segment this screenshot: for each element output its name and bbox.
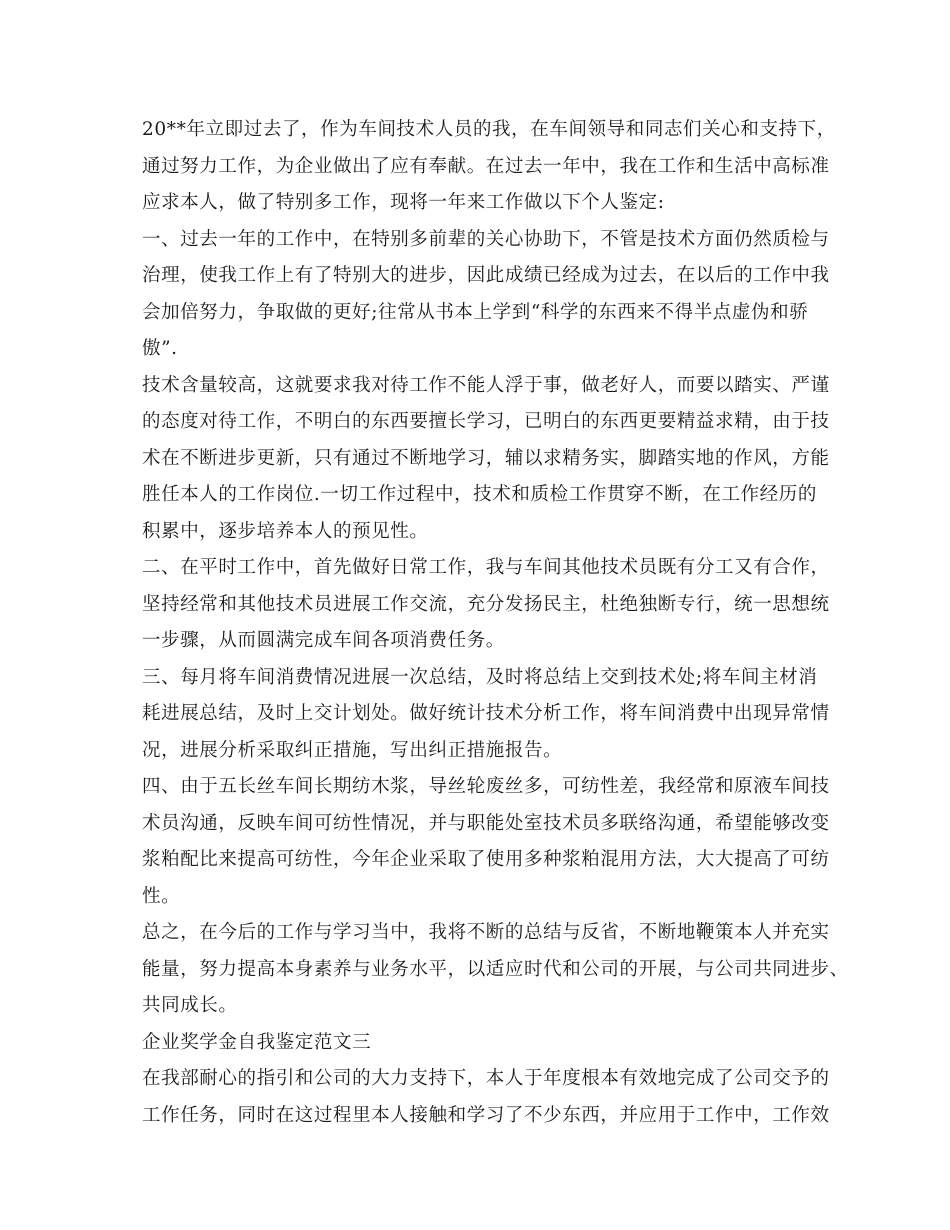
text-line: 一、过去一年的工作中，在特别多前辈的关心协助下，不管是技术方面仍然质检与	[142, 228, 830, 250]
text-line: 的态度对待工作，不明白的东西要擅长学习，已明白的东西更要精益求精，由于技	[142, 411, 830, 432]
text-line: 浆粕配比来提高可纺性，今年企业采取了使用多种浆粕混用方法，大大提高了可纺	[142, 849, 830, 870]
text-line: 三、每月将车间消费情况进展一次总结，及时将总结上交到技术处;将车间主材消	[142, 666, 818, 688]
text-line: 通过努力工作，为企业做出了应有奉献。在过去一年中，我在工作和生活中高标准	[142, 155, 830, 177]
text-line: 二、在平时工作中，首先做好日常工作，我与车间其他技术员既有分工又有合作，	[142, 557, 830, 578]
text-line: 总之，在今后的工作与学习当中，我将不断的总结与反省，不断地鞭策本人并充实	[142, 922, 830, 943]
text-line: 应求本人，做了特别多工作，现将一年来工作做以下个人鉴定:	[142, 192, 665, 213]
document-body	[142, 112, 849, 1134]
text-line: 傲”.	[142, 338, 178, 359]
text-line: 胜任本人的工作岗位.一切工作过程中，技术和质检工作贯穿不断，在工作经历的	[142, 484, 817, 505]
text-line: 会加倍努力，争取做的更好;往常从书本上学到“科学的东西来不得半点虚伪和骄	[142, 301, 809, 323]
text-line: 能量，努力提高本身素养与业务水平，以适应时代和公司的开展，与公司共同进步、	[142, 958, 849, 980]
text-line: 坚持经常和其他技术员进展工作交流，充分发扬民主，杜绝独断专行，统一思想统	[142, 593, 830, 615]
text-line: 一步骤，从而圆满完成车间各项消费任务。	[142, 630, 505, 651]
text-line: 术在不断进步更新，只有通过不断地学习，辅以求精务实，脚踏实地的作风，方能	[142, 447, 830, 469]
section-heading: 企业奖学金自我鉴定范文三	[142, 1031, 372, 1053]
text-line: 四、由于五长丝车间长期纺木浆，导丝轮废丝多，可纺性差，我经常和原液车间技	[142, 776, 830, 797]
text-line: 耗进展总结，及时上交计划处。做好统计技术分析工作，将车间消费中出现异常情	[142, 703, 830, 724]
text-line: 在我部耐心的指引和公司的大力支持下，本人于年度根本有效地完成了公司交予的	[142, 1068, 830, 1089]
text-line: 况，进展分析采取纠正措施，写出纠正措施报告。	[142, 739, 563, 761]
text-line: 技术含量较高，这就要求我对待工作不能人浮于事，做老好人，而要以踏实、严谨	[142, 374, 830, 396]
text-line: 治理，使我工作上有了特别大的进步，因此成绩已经成为过去，在以后的工作中我	[142, 265, 830, 286]
text-line: 性。	[142, 885, 181, 907]
text-line: 积累中，逐步培养本人的预见性。	[142, 520, 429, 542]
text-line: 工作任务，同时在这过程里本人接触和学习了不少东西，并应用于工作中，工作效	[142, 1104, 830, 1126]
text-line: 共同成长。	[142, 995, 238, 1016]
text-line: 20**年立即过去了，作为车间技术人员的我，在车间领导和同志们关心和支持下，	[142, 119, 836, 140]
text-line: 术员沟通，反映车间可纺性情况，并与职能处室技术员多联络沟通，希望能够改变	[142, 812, 830, 834]
